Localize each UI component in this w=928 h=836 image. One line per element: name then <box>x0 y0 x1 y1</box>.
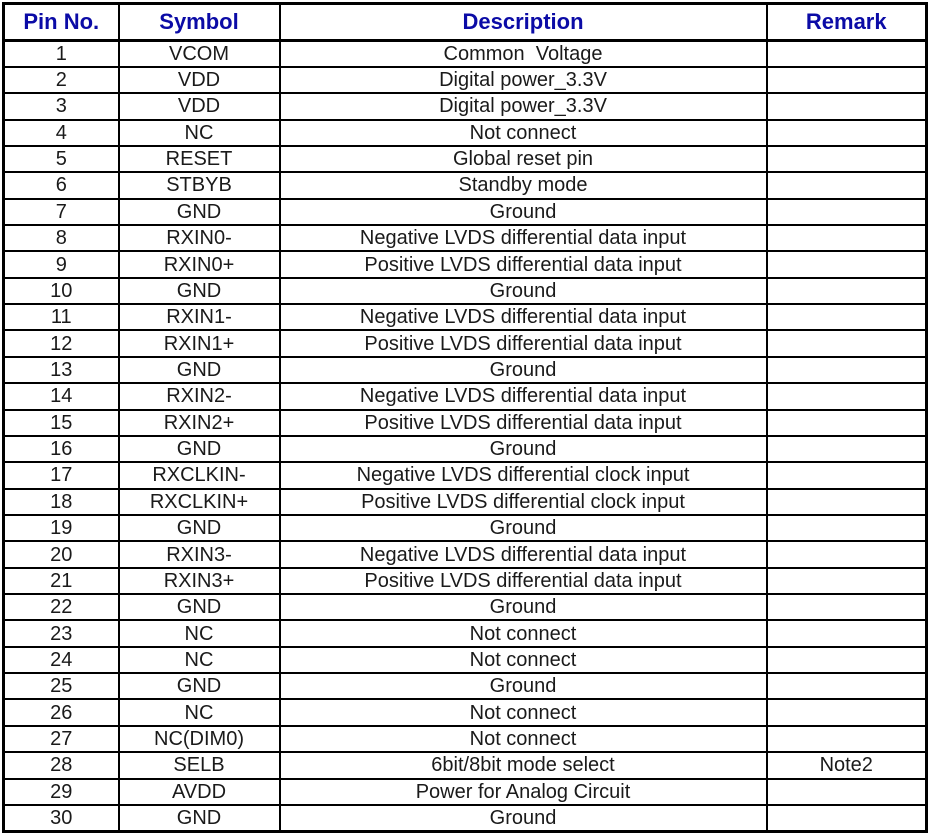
cell-symbol: GND <box>119 594 280 620</box>
cell-pin: 25 <box>4 673 119 699</box>
cell-description: Positive LVDS differential data input <box>280 410 767 436</box>
cell-symbol: RXIN0+ <box>119 251 280 277</box>
cell-remark <box>767 620 927 646</box>
cell-symbol: GND <box>119 199 280 225</box>
cell-remark <box>767 251 927 277</box>
cell-remark <box>767 330 927 356</box>
cell-pin: 4 <box>4 120 119 146</box>
cell-remark <box>767 41 927 67</box>
cell-pin: 27 <box>4 726 119 752</box>
cell-description: Common Voltage <box>280 41 767 67</box>
cell-description: Ground <box>280 436 767 462</box>
table-row <box>4 647 927 673</box>
cell-symbol: NC <box>119 120 280 146</box>
cell-remark <box>767 779 927 805</box>
cell-symbol: GND <box>119 515 280 541</box>
cell-pin: 22 <box>4 594 119 620</box>
pin-description-table <box>2 2 928 833</box>
cell-remark <box>767 594 927 620</box>
cell-pin: 3 <box>4 93 119 119</box>
table-row <box>4 251 927 277</box>
cell-remark <box>767 383 927 409</box>
cell-pin: 21 <box>4 568 119 594</box>
table-row <box>4 146 927 172</box>
cell-remark <box>767 304 927 330</box>
cell-symbol: GND <box>119 673 280 699</box>
cell-symbol: GND <box>119 357 280 383</box>
cell-remark <box>767 568 927 594</box>
cell-symbol: RXIN3- <box>119 541 280 567</box>
cell-description: Ground <box>280 278 767 304</box>
cell-remark <box>767 805 927 832</box>
cell-symbol: RXIN0- <box>119 225 280 251</box>
column-header-description: Description <box>280 4 767 41</box>
table-row <box>4 120 927 146</box>
table-row <box>4 541 927 567</box>
cell-pin: 18 <box>4 489 119 515</box>
cell-remark <box>767 278 927 304</box>
cell-symbol: RXIN1+ <box>119 330 280 356</box>
cell-pin: 12 <box>4 330 119 356</box>
cell-remark <box>767 673 927 699</box>
column-header-remark: Remark <box>767 4 927 41</box>
cell-remark <box>767 93 927 119</box>
cell-description: Standby mode <box>280 172 767 198</box>
cell-description: Positive LVDS differential data input <box>280 568 767 594</box>
cell-symbol: RXIN3+ <box>119 568 280 594</box>
cell-description: Ground <box>280 199 767 225</box>
table-row <box>4 199 927 225</box>
cell-symbol: RXCLKIN+ <box>119 489 280 515</box>
cell-pin: 8 <box>4 225 119 251</box>
cell-pin: 1 <box>4 41 119 67</box>
cell-pin: 19 <box>4 515 119 541</box>
table-row <box>4 805 927 832</box>
cell-pin: 2 <box>4 67 119 93</box>
table-row <box>4 752 927 778</box>
cell-remark <box>767 647 927 673</box>
cell-pin: 20 <box>4 541 119 567</box>
cell-description: Not connect <box>280 699 767 725</box>
table-row <box>4 673 927 699</box>
pin-table-body <box>4 41 927 832</box>
column-header-pin-no: Pin No. <box>4 4 119 41</box>
cell-symbol: GND <box>119 436 280 462</box>
cell-pin: 11 <box>4 304 119 330</box>
table-row <box>4 67 927 93</box>
table-row <box>4 304 927 330</box>
table-row <box>4 515 927 541</box>
cell-description: Negative LVDS differential clock input <box>280 462 767 488</box>
cell-remark <box>767 726 927 752</box>
cell-remark <box>767 541 927 567</box>
cell-description: Not connect <box>280 120 767 146</box>
table-row <box>4 436 927 462</box>
cell-description: Ground <box>280 594 767 620</box>
cell-symbol: RXIN2+ <box>119 410 280 436</box>
cell-remark <box>767 225 927 251</box>
cell-remark <box>767 489 927 515</box>
cell-pin: 6 <box>4 172 119 198</box>
table-header <box>4 4 927 41</box>
cell-pin: 30 <box>4 805 119 832</box>
table-row <box>4 383 927 409</box>
cell-description: Positive LVDS differential data input <box>280 251 767 277</box>
header-row <box>4 4 927 41</box>
cell-symbol: VDD <box>119 67 280 93</box>
cell-symbol: STBYB <box>119 172 280 198</box>
cell-symbol: RXCLKIN- <box>119 462 280 488</box>
cell-symbol: RXIN1- <box>119 304 280 330</box>
table-row <box>4 699 927 725</box>
cell-remark <box>767 436 927 462</box>
cell-symbol: AVDD <box>119 779 280 805</box>
cell-pin: 10 <box>4 278 119 304</box>
cell-pin: 7 <box>4 199 119 225</box>
cell-symbol: NC(DIM0) <box>119 726 280 752</box>
cell-remark <box>767 699 927 725</box>
table-row <box>4 726 927 752</box>
cell-pin: 9 <box>4 251 119 277</box>
cell-remark <box>767 67 927 93</box>
cell-symbol: NC <box>119 620 280 646</box>
cell-pin: 28 <box>4 752 119 778</box>
table-row <box>4 41 927 67</box>
cell-remark <box>767 199 927 225</box>
table-row <box>4 489 927 515</box>
cell-symbol: NC <box>119 699 280 725</box>
table-row <box>4 568 927 594</box>
cell-pin: 13 <box>4 357 119 383</box>
table-row <box>4 225 927 251</box>
table-row <box>4 357 927 383</box>
cell-remark <box>767 462 927 488</box>
cell-description: Ground <box>280 805 767 832</box>
table-row <box>4 462 927 488</box>
cell-pin: 24 <box>4 647 119 673</box>
cell-pin: 26 <box>4 699 119 725</box>
cell-description: Ground <box>280 357 767 383</box>
cell-description: Not connect <box>280 647 767 673</box>
cell-remark <box>767 120 927 146</box>
cell-description: Digital power_3.3V <box>280 67 767 93</box>
cell-remark <box>767 146 927 172</box>
cell-description: Negative LVDS differential data input <box>280 383 767 409</box>
cell-description: Negative LVDS differential data input <box>280 225 767 251</box>
cell-symbol: RXIN2- <box>119 383 280 409</box>
cell-description: Power for Analog Circuit <box>280 779 767 805</box>
cell-pin: 17 <box>4 462 119 488</box>
cell-description: Ground <box>280 673 767 699</box>
cell-symbol: GND <box>119 278 280 304</box>
cell-description: Ground <box>280 515 767 541</box>
cell-description: Digital power_3.3V <box>280 93 767 119</box>
cell-description: Positive LVDS differential data input <box>280 330 767 356</box>
cell-description: 6bit/8bit mode select <box>280 752 767 778</box>
cell-symbol: GND <box>119 805 280 832</box>
cell-description: Negative LVDS differential data input <box>280 541 767 567</box>
cell-remark <box>767 357 927 383</box>
cell-description: Negative LVDS differential data input <box>280 304 767 330</box>
cell-pin: 14 <box>4 383 119 409</box>
cell-remark <box>767 172 927 198</box>
cell-pin: 5 <box>4 146 119 172</box>
cell-remark: Note2 <box>767 752 927 778</box>
table-row <box>4 93 927 119</box>
table-row <box>4 410 927 436</box>
column-header-symbol: Symbol <box>119 4 280 41</box>
cell-remark <box>767 515 927 541</box>
table-row <box>4 330 927 356</box>
cell-description: Not connect <box>280 620 767 646</box>
cell-description: Global reset pin <box>280 146 767 172</box>
cell-symbol: SELB <box>119 752 280 778</box>
table-row <box>4 594 927 620</box>
cell-symbol: NC <box>119 647 280 673</box>
cell-symbol: VCOM <box>119 41 280 67</box>
cell-remark <box>767 410 927 436</box>
table-row <box>4 278 927 304</box>
cell-symbol: VDD <box>119 93 280 119</box>
cell-pin: 29 <box>4 779 119 805</box>
cell-pin: 16 <box>4 436 119 462</box>
cell-description: Positive LVDS differential clock input <box>280 489 767 515</box>
table-row <box>4 779 927 805</box>
cell-description: Not connect <box>280 726 767 752</box>
cell-pin: 23 <box>4 620 119 646</box>
table-row <box>4 172 927 198</box>
cell-symbol: RESET <box>119 146 280 172</box>
table-row <box>4 620 927 646</box>
cell-pin: 15 <box>4 410 119 436</box>
